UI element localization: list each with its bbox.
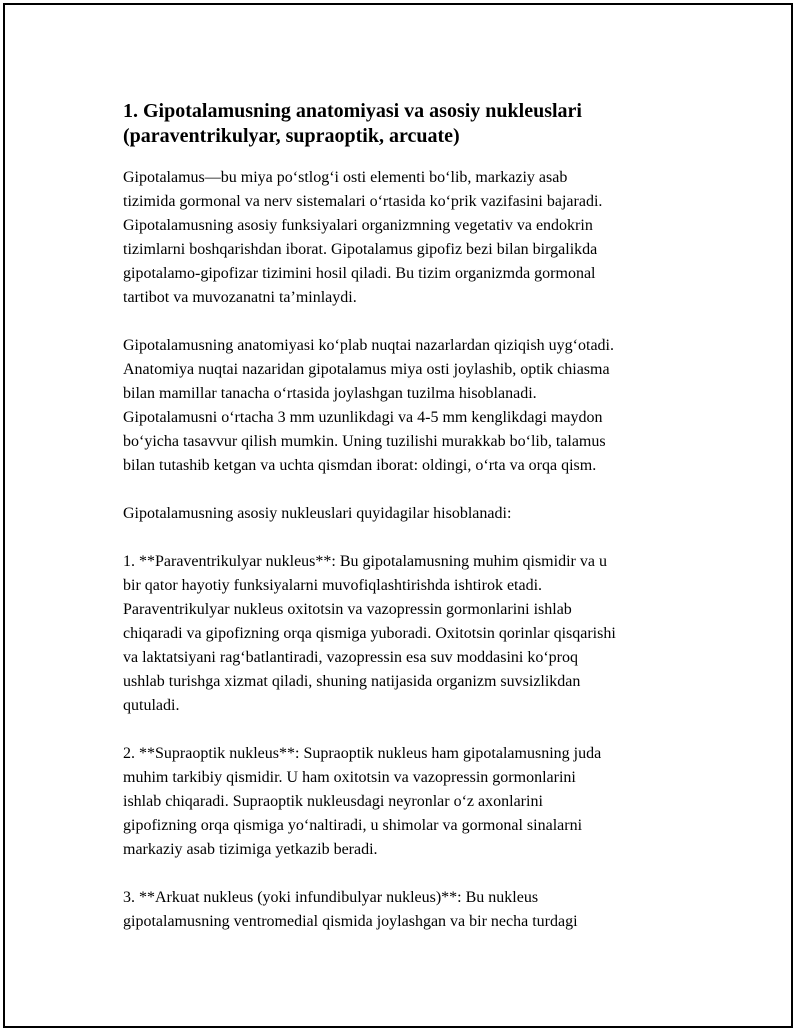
paragraph-arcuate <box>123 886 703 934</box>
text-line: Paraventrikulyar nukleus oxitotsin va vazopressin gormonlarini ishlab <box>123 601 572 618</box>
title-line: (paraventrikulyar, supraoptik, arcuate) <box>123 125 460 147</box>
paragraph-nuclei-intro <box>123 502 703 526</box>
text-line: 1. **Paraventrikulyar nukleus**: Bu gipotalamusning muhim qismidir va u <box>123 553 607 570</box>
page-frame <box>3 3 793 1028</box>
text-line: Gipotalamusni o‘rtacha 3 mm uzunlikdagi va 4-5 mm kenglikdagi maydon <box>123 409 603 426</box>
text-line: chiqaradi va gipofizning orqa qismiga yuboradi. Oxitotsin qorinlar qisqarishi <box>123 625 616 642</box>
paragraph-supraoptic <box>123 742 703 862</box>
document-body <box>123 99 703 958</box>
text-line: qutuladi. <box>123 697 180 714</box>
text-line: tizimlarni boshqarishdan iborat. Gipotalamus gipofiz bezi bilan birgalikda <box>123 241 598 258</box>
text-line: muhim tarkibiy qismidir. U ham oxitotsin va vazopressin gormonlarini <box>123 769 576 786</box>
text-line: 3. **Arkuat nukleus (yoki infundibulyar nukleus)**: Bu nukleus <box>123 889 539 906</box>
text-line: Anatomiya nuqtai nazaridan gipotalamus miya osti joylashib, optik chiasma <box>123 361 610 378</box>
text-line: bilan mamillar tanacha o‘rtasida joylashgan tuzilma hisoblanadi. <box>123 385 537 402</box>
title-line: 1. Gipotalamusning anatomiyasi va asosiy nukleuslari <box>123 100 582 122</box>
text-line: Gipotalamusning asosiy nukleuslari quyidagilar hisoblanadi: <box>123 505 512 522</box>
page-title <box>123 99 703 149</box>
paragraph-intro <box>123 166 703 310</box>
text-line: gipofizning orqa qismiga yo‘naltiradi, u shimolar va gormonal sinalarni <box>123 817 583 834</box>
text-line: markaziy asab tizimiga yetkazib beradi. <box>123 841 378 858</box>
text-line: gipotalamusning ventromedial qismida joylashgan va bir necha turdagi <box>123 913 578 930</box>
paragraph-anatomy <box>123 334 703 478</box>
text-line: bir qator hayotiy funksiyalarni muvofiqlashtirishda ishtirok etadi. <box>123 577 543 594</box>
text-line: Gipotalamusning asosiy funksiyalari organizmning vegetativ va endokrin <box>123 217 593 234</box>
text-line: ushlab turishga xizmat qiladi, shuning natijasida organizm suvsizlikdan <box>123 673 581 690</box>
text-line: Gipotalamus—bu miya po‘stlog‘i osti elementi bo‘lib, markaziy asab <box>123 169 568 186</box>
text-line: 2. **Supraoptik nukleus**: Supraoptik nukleus ham gipotalamusning juda <box>123 745 602 762</box>
text-line: Gipotalamusning anatomiyasi ko‘plab nuqtai nazarlardan qiziqish uyg‘otadi. <box>123 337 614 354</box>
text-line: ishlab chiqaradi. Supraoptik nukleusdagi neyronlar o‘z axonlarini <box>123 793 543 810</box>
text-line: gipotalamo-gipofizar tizimini hosil qiladi. Bu tizim organizmda gormonal <box>123 265 596 282</box>
text-line: bo‘yicha tasavvur qilish mumkin. Uning tuzilishi murakkab bo‘lib, talamus <box>123 433 606 450</box>
text-line: tartibot va muvozanatni ta’minlaydi. <box>123 289 357 306</box>
text-line: va laktatsiyani rag‘batlantiradi, vazopressin esa suv moddasini ko‘proq <box>123 649 578 666</box>
paragraph-paraventricular <box>123 550 703 718</box>
text-line: tizimida gormonal va nerv sistemalari o‘rtasida ko‘prik vazifasini bajaradi. <box>123 193 603 210</box>
text-line: bilan tutashib ketgan va uchta qismdan iborat: oldingi, o‘rta va orqa qism. <box>123 457 597 474</box>
